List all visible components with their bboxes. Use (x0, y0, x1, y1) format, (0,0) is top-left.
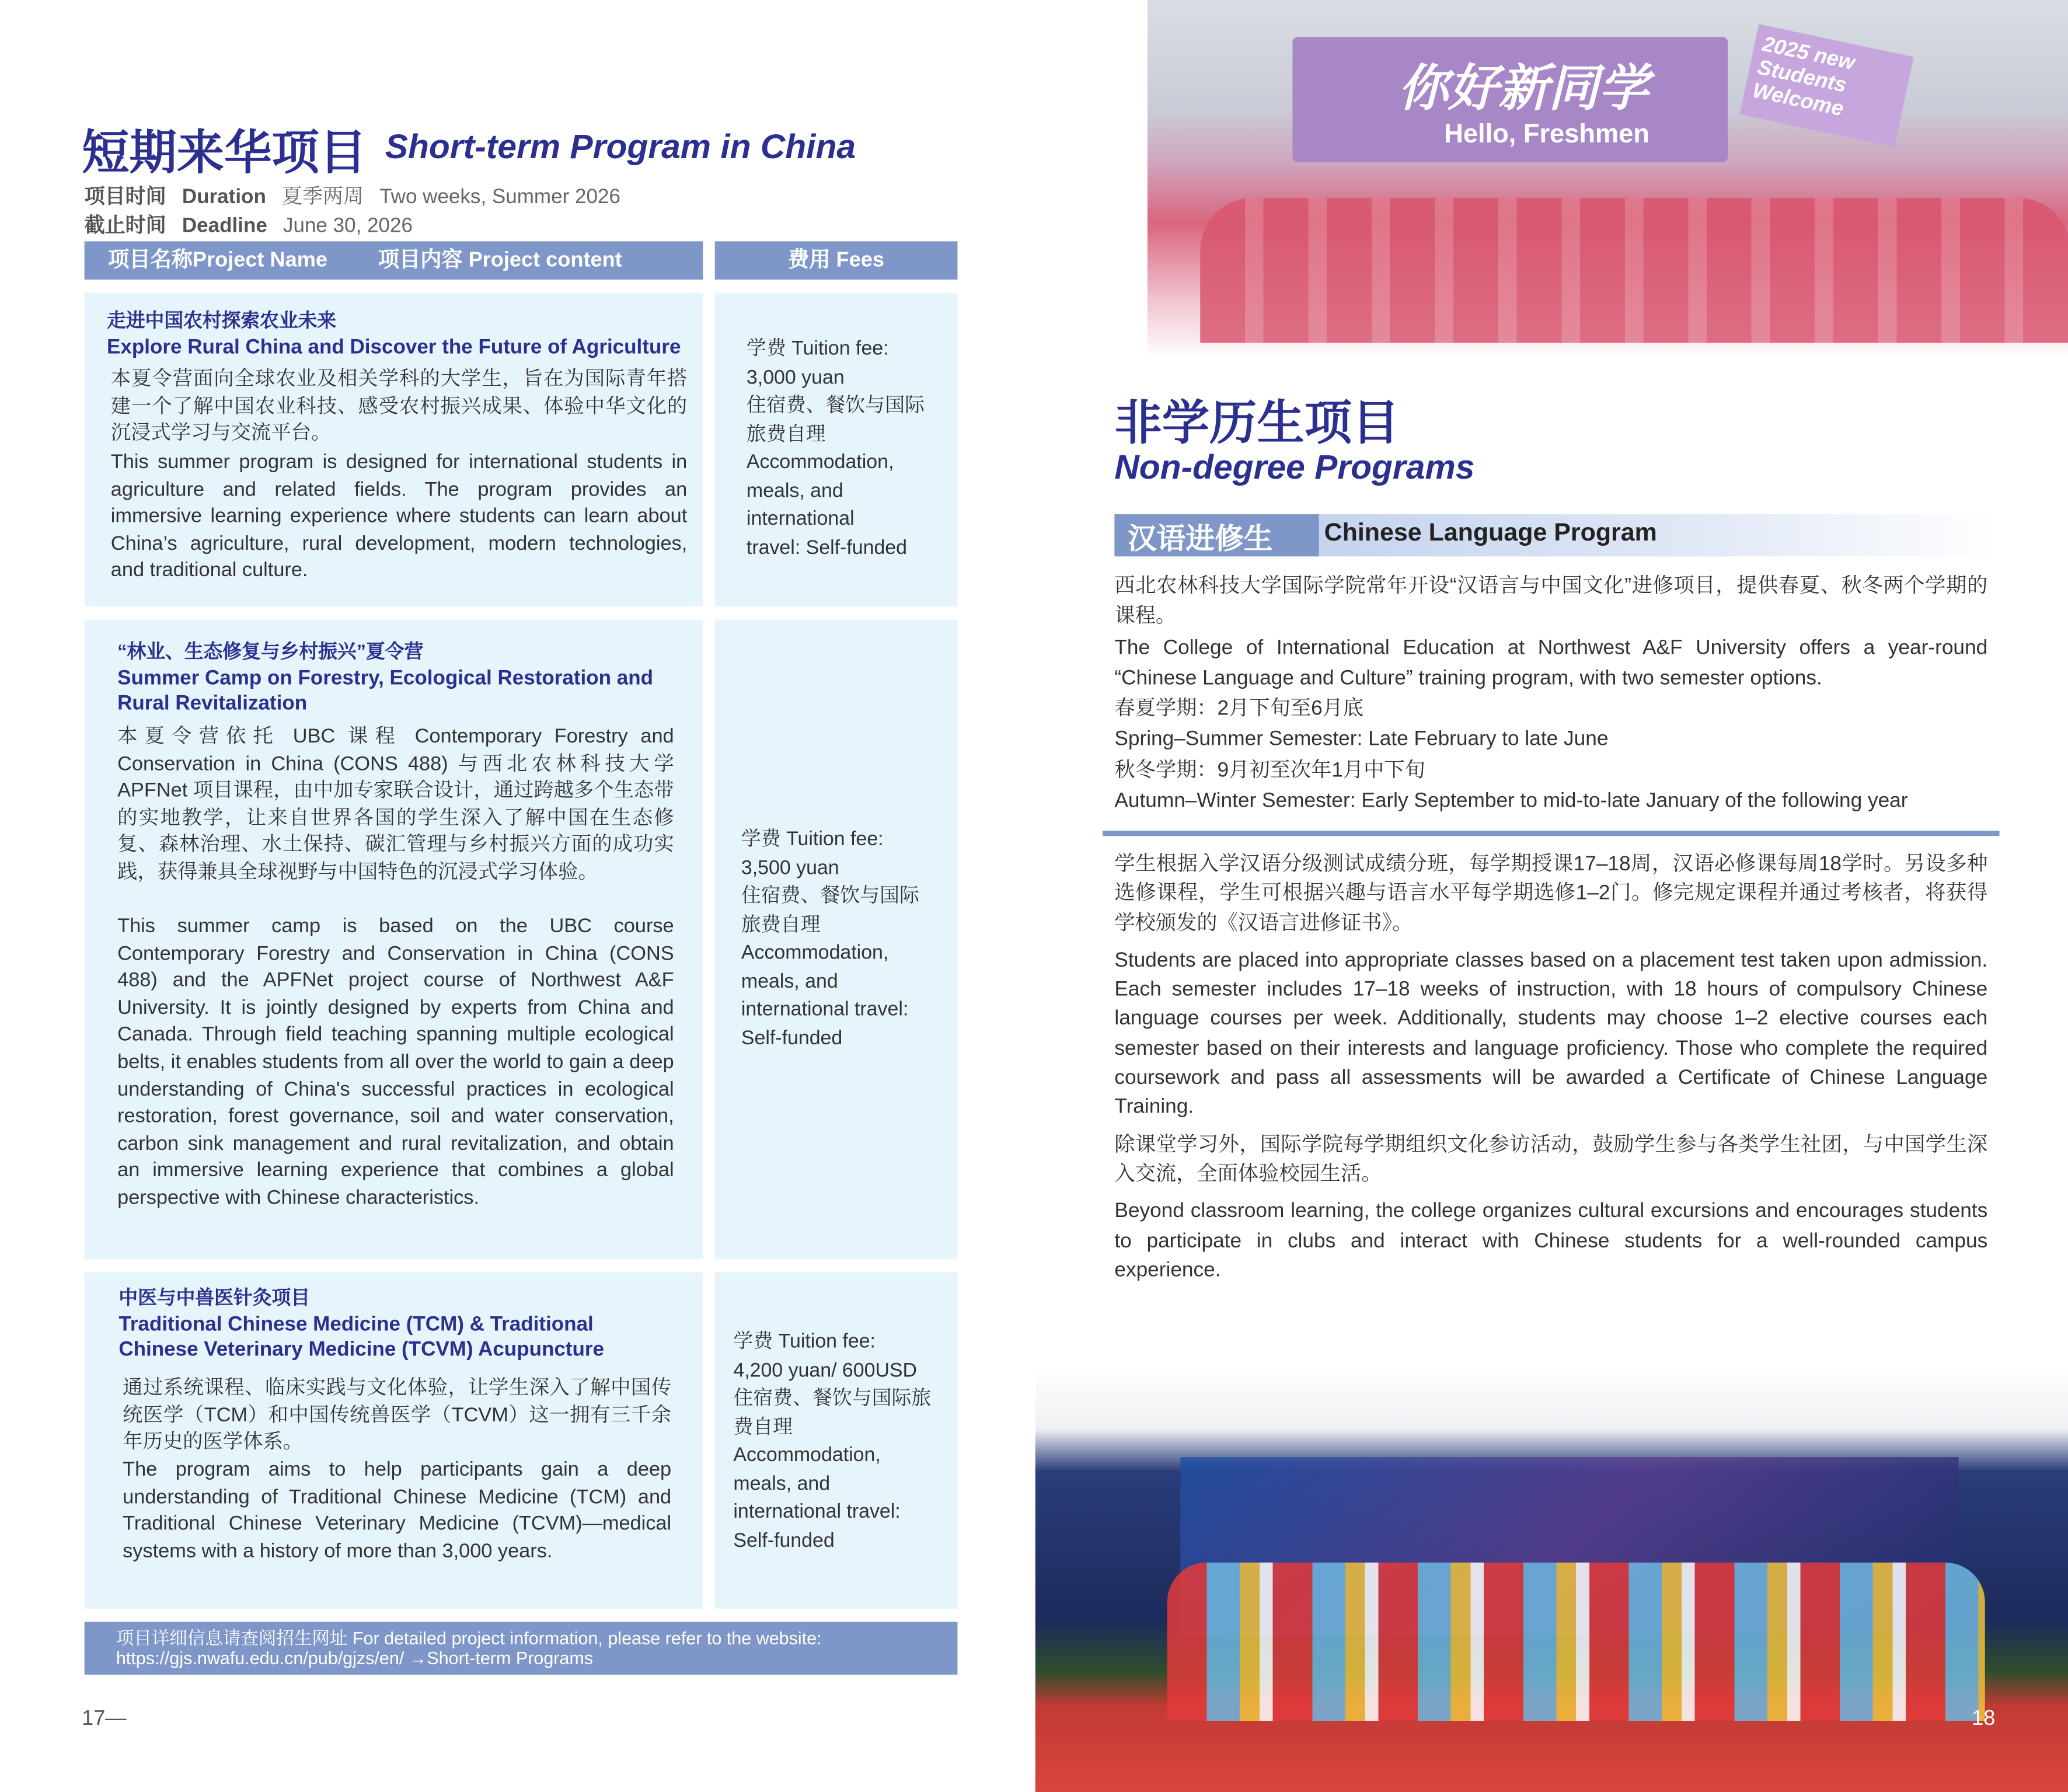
fee-line: meals, and (741, 970, 838, 992)
cultural-performance-photo (1035, 1365, 2068, 1792)
page-title-en: Short-term Program in China (385, 126, 856, 166)
fee-line: 学费 Tuition fee: (741, 828, 884, 851)
fee-line: Self-funded (733, 1529, 835, 1552)
intro-line: 春夏学期：2月下旬至6月底 (1114, 698, 1364, 720)
paragraph: Students are placed into appropriate classes based on a placement test taken upon admission. Each semester includes 17–18 weeks of instruction, with 18 hours of compulsory Chinese language courses per week. Additionally, students may choose 1–2 elective courses each semester based on their interests and language proficiency. Those who complete the required coursework and pass all assessments will be awarded a Certificate of Chinese Language Training. (1114, 949, 1988, 1119)
program-title-en: Explore Rural China and Discover the Future of Agriculture (107, 336, 681, 359)
page-number-right: 18 (1972, 1707, 1996, 1730)
intro-line: 秋冬学期：9月初至次年1月中下旬 (1114, 759, 1425, 782)
fee-text (733, 1328, 931, 1555)
subsection-bar (1114, 514, 1998, 556)
page-title-cn: 短期来华项目 (82, 125, 367, 180)
fee-line: 学费 Tuition fee: (746, 337, 889, 360)
program-desc-cn: 通过系统课程、临床实践与文化体验，让学生深入了解中国传统医学（TCM）和中国传统兽医学（TCVM）这一拥有三千余年历史的医学体系。 (123, 1376, 672, 1453)
section-title-cn: 非学历生项目 (1114, 395, 1400, 450)
website-note (85, 1622, 958, 1675)
program-title-cn: “林业、生态修复与乡村振兴”夏令营 (117, 642, 424, 664)
section-divider (1103, 831, 2000, 836)
subsection-title-cn: 汉语进修生 (1127, 522, 1273, 556)
fee-line: 3,500 yuan (741, 856, 839, 879)
fee-line: Self-funded (741, 1026, 843, 1050)
intro-line: The College of International Education at Northwest A&F University offers a year-round “Chinese Language and Culture” training program, with two semester options. (1114, 636, 1988, 690)
fee-cell-1 (715, 292, 958, 606)
program-title-en: Traditional Chinese Medicine (TCM) & Traditional Chinese Veterinary Medicine (TCVM) Acupuncture (118, 1313, 605, 1361)
fee-line: 费自理 (733, 1416, 793, 1438)
deadline-label-en: Deadline (182, 215, 267, 238)
program-title (107, 310, 700, 360)
header-project-name: 项目名称Project Name (108, 249, 328, 272)
fee-text (741, 825, 919, 1052)
fee-line: Accommodation, (741, 941, 889, 964)
website-note-text: 项目详细信息请查阅招生网址 For detailed project information, please refer to the website: (116, 1628, 822, 1648)
fee-line: 3,000 yuan (746, 365, 845, 389)
page-number-left: 17— (82, 1707, 127, 1730)
fee-line: travel: Self-funded (746, 536, 908, 559)
table-header-left (85, 241, 703, 280)
paragraph: 学生根据入学汉语分级测试成绩分班，每学期授课17–18周，汉语必修课每周18学时。另设多种选修课程，学生可根据兴趣与语言水平每学期选修1–2门。修完规定课程并通过考核者，将获得学校颁发的《汉语言进修证书》。 (1114, 853, 1988, 935)
intro-line: Spring–Summer Semester: Late February to late June (1114, 728, 1609, 751)
freshmen-welcome-photo (1148, 0, 2068, 358)
fee-line: international travel: (733, 1500, 901, 1523)
deadline-value: June 30, 2026 (283, 215, 413, 238)
program-desc-cn: 本夏令营面向全球农业及相关学科的大学生，旨在为国际青年搭建一个了解中国农业科技、感受农村振兴成果、体验中华文化的沉浸式学习与交流平台。 (110, 368, 688, 445)
fee-line: meals, and (733, 1472, 831, 1495)
program-title-en: Summer Camp on Forestry, Ecological Restoration and Rural Revitalization (117, 667, 654, 715)
program-intro (1114, 571, 1987, 817)
paragraph: Beyond classroom learning, the college organizes cultural excursions and encourages students to participate in clubs and interact with Chinese students for a well-rounded campus experience. (1114, 1200, 1988, 1282)
duration-label-en: Duration (182, 186, 266, 208)
students-group (1200, 198, 2068, 343)
section-title-en: Non-degree Programs (1114, 447, 1475, 487)
program-row-2 (85, 620, 703, 1260)
program-title-cn: 走进中国农村探索农业未来 (107, 311, 337, 333)
program-desc-en: The program aims to help participants gain a deep understanding of Traditional Chinese Medicine (TCM) and Traditional Chinese Veterinary Medicine (TCVM)—medical systems with a history of more than 3,000 years. (123, 1458, 672, 1563)
duration-value-en: Two weeks, Summer 2026 (379, 186, 620, 208)
fee-line: international travel: (741, 998, 909, 1021)
program-row-3 (85, 1272, 703, 1609)
website-link[interactable]: https://gjs.nwafu.edu.cn/pub/gjzs/en/ →Short-term Programs (116, 1648, 594, 1668)
fee-line: meals, and (746, 479, 843, 502)
fee-text (747, 335, 925, 562)
program-desc-en: This summer program is designed for international students in agriculture and related fields. The program provides an immersive learning experience where students can learn about China’s agriculture, rural development, modern technologies, and traditional culture. (110, 451, 688, 583)
fee-line: 学费 Tuition fee: (733, 1330, 876, 1353)
fee-cell-3 (715, 1272, 958, 1609)
program-title-cn: 中医与中兽医针灸项目 (118, 1288, 311, 1310)
banner-text-cn: 你好新同学 (1398, 62, 1649, 118)
deadline-line (85, 210, 429, 239)
welcome-sign: 2025 new Students Welcome (1739, 24, 1913, 147)
program-desc-en: This summer camp is based on the UBC course Contemporary Forestry and Conservation in China (CONS 488) and the APFNet project course of Northwest A&F University. It is jointly designed by experts from China and Canada. Through field teaching spanning multiple ecological belts, it enables students from all over the world to gain a deep understanding of China's successful practices in ecological restoration, forest governance, soil and water conservation, carbon sink management and rural revitalization, and obtain an immersive learning experience that combines a global perspective with Chinese characteristics. (117, 915, 674, 1209)
subsection-title-en: Chinese Language Program (1324, 520, 1657, 548)
fee-line: 4,200 yuan/ 600USD (733, 1358, 918, 1382)
fee-line: 住宿费、餐饮与国际 (741, 884, 919, 908)
fee-line: 住宿费、餐饮与国际旅 (733, 1387, 932, 1410)
fee-cell-2 (715, 620, 958, 1260)
program-details (1114, 850, 1987, 1286)
paragraph: 除课堂学习外，国际学院每学期组织文化参访活动，鼓励学生参与各类学生社团，与中国学生深入交流，全面体验校园生活。 (1114, 1133, 1988, 1186)
duration-line (85, 180, 636, 210)
banner-text-en: Hello, Freshmen (1444, 120, 1649, 149)
program-title (117, 641, 685, 716)
fee-line: 旅费自理 (741, 913, 821, 936)
fee-line: Accommodation, (733, 1444, 881, 1467)
header-project-content: 项目内容 Project content (378, 249, 622, 272)
program-title (118, 1287, 672, 1362)
performers (1167, 1563, 1985, 1721)
deadline-label-cn: 截止时间 (84, 215, 166, 238)
fee-line: 旅费自理 (746, 423, 826, 445)
fee-line: international (746, 507, 855, 531)
intro-line: 西北农林科技大学国际学院常年开设“汉语言与中国文化”进修项目，提供春夏、秋冬两个学期的课程。 (1114, 574, 1988, 628)
fee-line: 住宿费、餐饮与国际 (746, 394, 925, 417)
intro-line: Autumn–Winter Semester: Early September to mid-to-late January of the following year (1114, 790, 1908, 813)
welcome-banner (1292, 37, 1728, 162)
header-fees: 费用 Fees (715, 241, 958, 280)
duration-value-cn: 夏季两周 (281, 186, 364, 208)
duration-label-cn: 项目时间 (84, 186, 166, 208)
program-row-1 (85, 292, 703, 606)
program-desc-cn: 本夏令营依托 UBC 课程 Contemporary Forestry and Conservation in China (CONS 488) 与西北农林科技大学 APFNet 项目课程，由中加专家联合设计，通过跨越多个生态带的实地教学，让来自世界各国的学生深入了解中国在生态修复、森林治理、水土保持、碳汇管理与乡村振兴方面的成功实践，获得兼具全球视野与中国特色的沉浸式学习体验。 (117, 725, 674, 884)
fee-line: Accommodation, (746, 451, 894, 473)
